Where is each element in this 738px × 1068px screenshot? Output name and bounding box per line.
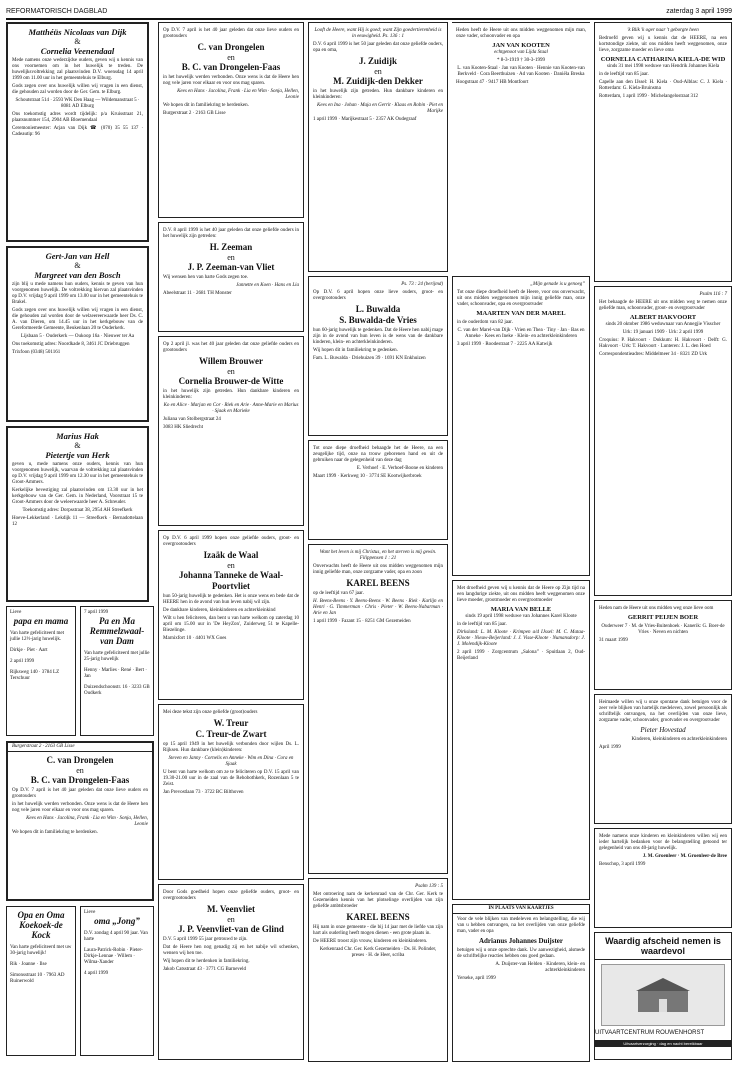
notice-signatures: Kinderen, kleinkinderen en achterkleinkinderen bbox=[631, 737, 727, 742]
notice-signatures: Dirksland: L. M. Kloote · Krimpen a/d IJssel: M. C. Mataa-Kloote · Nieuw-Beijerland: J. J. Visse-Kloote · Numansdorp: J. J. Molendijk-Kloote bbox=[457, 630, 585, 647]
notice-dates: Urk: 19 januari 1909 · Urk: 2 april 1999 bbox=[622, 330, 704, 335]
notice-tail: Wilt u hen feliciteren, dan bent u van harte welkom op zaterdag 10 april om 15.00 uur in 'De HeyZon', Zuiderweg 51 te Kapelle-Biezelinge. bbox=[163, 616, 299, 633]
notice-date: Benschop, 3 april 1999 bbox=[599, 862, 646, 867]
address: Hoogstraat 47 · 9417 HB Montfoort bbox=[456, 80, 529, 85]
contact-line: Trixfoon (0348) 501161 bbox=[12, 350, 61, 355]
name-2: J. P. Zeeman-van Vliet bbox=[187, 262, 275, 272]
notice-date: 4 april 1999 bbox=[84, 971, 109, 976]
address: 1 april 1999 · Marijkestraat 5 · 2357 AK Oudegraaf bbox=[313, 117, 417, 122]
column-3 bbox=[308, 22, 448, 1062]
address: Rijksweg 140 · 3784 LZ Terschuur bbox=[10, 670, 60, 681]
notice-header: 7 april 1999 bbox=[84, 610, 109, 615]
notice-intro: Het behaagde de HEERE uit ons midden weg te nemen onze geliefde man, schoonvader, groot- en overgrootvader bbox=[599, 300, 727, 311]
name-1: J. Zuidijk bbox=[358, 56, 398, 66]
address: 2 april 1999 · Zorgcentrum „Salona” · Spuitlaan 2, Oud-Beijerland bbox=[457, 650, 585, 661]
address: Maart 1999 · Kerkweg 10 · 3774 SE Kootwijkerbroek bbox=[313, 474, 422, 479]
notice-body: in het huwelijk werden verbonden. Onze wens is dat de Heere hen nog vele jaren voor elkaar en voor ons mag sparen. bbox=[163, 75, 299, 86]
funeral-home-advert bbox=[594, 932, 732, 1060]
notice-tail: We hopen dit in familiekring te herdenken. bbox=[163, 103, 249, 108]
anniversary-notice bbox=[158, 336, 304, 526]
name-1: Matthéüs Nicolaas van Dijk bbox=[28, 27, 127, 37]
contact-line: Ceremoniemeester: Arjan van Dijk ☎ (070) 35 55 137 · Cadeautip: 96 bbox=[12, 126, 143, 137]
notice-body: hun 50-jarig huwelijk te gedenken. Het is onze wens en bede dat de HEERE hen in de avond van hun leven nabij wil zijn. bbox=[163, 594, 299, 605]
notice-body: in het huwelijk zijn getreden. Hun dankbare kinderen en kleinkinderen: bbox=[313, 89, 443, 100]
ampersand: en bbox=[227, 53, 235, 62]
address: Lijsbaan 5 · Ouderkerk — Oukoop 16a · Nieuwer ter Aa bbox=[20, 334, 135, 339]
ampersand: & bbox=[74, 261, 81, 270]
notice-body: betuigen wij u onze oprechte dank. Uw aanwezigheid, alsmede de schriftelijke reacties hebben ons goed gedaan. bbox=[457, 948, 585, 959]
name-1: Gert-Jan van Hell bbox=[45, 251, 110, 261]
congrats-notice bbox=[6, 606, 76, 736]
address: Toekomstig adres: Dorpsstraat 38, 2954 AH Streefkerk bbox=[22, 508, 133, 513]
wedding-notice bbox=[6, 426, 149, 602]
address: 3083 HK Sliedrecht bbox=[163, 425, 203, 430]
death-notice bbox=[452, 276, 590, 576]
notice-title: Pa en Ma Remmelzwaal-van Dam bbox=[89, 616, 145, 646]
notice-intro: Voor de vele blijken van medeleven en belangstelling, die wij van u hebben ontvangen, na het overlijden van onze geliefde man, vader en opa bbox=[457, 917, 585, 934]
name-1: Izaäk de Waal bbox=[203, 550, 259, 560]
name-2: Margreet van den Bosch bbox=[34, 270, 121, 280]
scripture-quote: Ps. 73 : 24 (berijmd) bbox=[401, 282, 443, 287]
notice-signatures: De dankbare kinderen, kleinkinderen en achterkleinkind bbox=[163, 608, 276, 613]
scripture-quote: Want het leven is mij Christus, en het sterven is mij gewin. Filippensen 1 : 21 bbox=[319, 550, 437, 561]
notice-signatures: Ko en Alice · Marjan en Cor · Riek en Arie · Anne-Marie en Marius · Sjaak en Marieke bbox=[163, 403, 299, 414]
death-notice bbox=[452, 580, 590, 900]
notice-heading: IN PLAATS VAN KAARTJES bbox=[488, 906, 554, 911]
notice-tail: Juliana van Stolbergstraat 24 bbox=[163, 417, 221, 422]
anniversary-notice bbox=[158, 530, 304, 700]
notice-body: in de leeftijd van 85 jaar. bbox=[599, 72, 649, 77]
name-2: Pietertje van Herk bbox=[45, 450, 110, 460]
notice-body: D.V. zondag 4 april 90 jaar. Van harte bbox=[84, 931, 148, 942]
notice-title: papa en mama bbox=[13, 616, 69, 626]
building-icon bbox=[633, 975, 693, 1015]
notice-signatures: Laura-Patrick-Robin · Pieter-Dirkje-Lennae · Willem · Wilma-Xander bbox=[84, 948, 143, 965]
notice-tail: Ons toekomstig adres wordt tijdelijk: p/a Kruisstraat 21, plaatsnummer 154, 2904 AB Bloemendaal bbox=[12, 112, 143, 123]
ampersand: en bbox=[76, 766, 84, 775]
scripture-quote: 'k Blik 'k oger naar 't geborgte heen bbox=[627, 28, 699, 33]
notice-signatures: J. M. Groenleer · M. Groenleer-de Bree bbox=[642, 854, 727, 859]
address: Burgerstraat 2 · 2163 GB Lisse bbox=[12, 744, 75, 749]
death-notice bbox=[308, 544, 448, 874]
notice-header bbox=[8, 743, 152, 752]
notice-intro: Met ontroering nam de kerkenraad van de Chr. Ger. Kerk te Gezemeiden kennis van het plotselinge overlijden van zijn geliefde ambtsbroeder bbox=[313, 892, 443, 909]
notice-signatures: Kees en Hans · Jacolina, Frank · Lia en Wim · Sonja, Hellen, Leonie bbox=[177, 89, 299, 100]
scripture-quote: Psalm 116 : 7 bbox=[699, 292, 727, 297]
notice-intro: Op 2 april jl. was het 40 jaar geleden dat onze geliefde ouders en grootouders bbox=[163, 342, 299, 353]
death-notice bbox=[594, 22, 732, 282]
deceased-name: Pieter Hovestad bbox=[640, 726, 686, 734]
deceased-name: GERRIT PEIJEN BOER bbox=[627, 614, 699, 621]
notice-date: 2 april 1999 bbox=[10, 659, 35, 664]
scripture-quote: „Mijn genade is u genoeg” bbox=[530, 282, 585, 287]
scripture-quote: Psalm 139 : 5 bbox=[415, 884, 443, 889]
death-notice bbox=[452, 22, 590, 272]
name-1: C. van Drongelen bbox=[46, 755, 114, 765]
deceased-name: KAREL BEENS bbox=[346, 912, 410, 922]
notice-signatures: Capelle aan den IJssel: H. Kiela · Oud-Alblas: C. J. Kiela · Rotterdam: G. Kiela-Bruinsma bbox=[599, 80, 727, 91]
advert-footer: Uitvaartverzorging · dag en nacht bereikbaar bbox=[595, 1040, 731, 1047]
notice-intro: Tot onze diepe droefheid heeft de Heere, voor ons onverwacht, uit ons midden weggenomen mijn innig geliefde man, onze vader, schoonvader, opa en overgrootvader bbox=[457, 290, 585, 307]
deceased-name: ALBERT HAKVOORT bbox=[629, 314, 697, 321]
notice-title: oma „Jong” bbox=[94, 916, 140, 926]
death-notice bbox=[594, 286, 732, 596]
name-2: B. C. van Drongelen-Faas bbox=[30, 775, 130, 785]
masthead bbox=[6, 6, 732, 20]
notice-intro: Door Gods goedheid hopen onze geliefde ouders, groot- en overgrootouders bbox=[163, 890, 299, 901]
masthead-date: zaterdag 3 april 1999 bbox=[666, 8, 732, 15]
masthead-title: REFORMATORISCH DAGBLAD bbox=[6, 8, 108, 15]
notice-intro: Bedroefd geven wij u kennis dat de HEERE, na een kortstondige ziekte, uit ons midden heeft weggenomen, onze lieve, zorgzame moeder en lieve oma bbox=[599, 36, 727, 53]
notice-intro: Heden heeft de Heere uit ons midden weggenomen mijn man, onze vader, schoonvader en opa bbox=[456, 28, 586, 39]
advert-image bbox=[601, 964, 725, 1026]
name-2: M. Zuidijk-den Dekker bbox=[333, 76, 423, 86]
notice-signatures: Croquius: P. Hakvoort · Dokkum: H. Hakvoort · Delft: G. Hakvoort · Urk: T. Hakvoort · Lunteren: J. L. den Hoed bbox=[599, 338, 727, 349]
name-2: Cornelia Brouwer-de Witte bbox=[178, 376, 284, 386]
advert-title: Waardig afscheid nemen is waardevol bbox=[595, 933, 731, 960]
notice-intro: Op D.V. 6 april hopen onze lieve ouders, groot- en overgrootouders bbox=[313, 290, 443, 301]
notice-signatures: Steven en Janny · Cornelis en Anneke · Wim en Dina · Cora en Sjaak bbox=[168, 756, 294, 767]
deceased-name: JAN VAN KOOTEN bbox=[492, 42, 550, 49]
deceased-name: Adrianus Johannes Duijster bbox=[478, 937, 563, 945]
notice-date: 31 maart 1999 bbox=[599, 638, 628, 643]
column-4 bbox=[452, 22, 590, 1062]
memorial-notice bbox=[308, 440, 448, 540]
address: Correspondentieadres: Middelmeer 34 · 8321 ZD Urk bbox=[599, 352, 708, 357]
congrats-notice bbox=[80, 606, 154, 736]
ampersand: en bbox=[374, 67, 382, 76]
notice-signatures: Dirkje · Piet · Aart bbox=[10, 648, 48, 653]
address: Jan Prevostlaan 73 · 3722 BC Bilthoven bbox=[163, 790, 244, 795]
address: Abeelstraat 11 · 2681 TH Monster bbox=[163, 291, 232, 296]
notice-header: Lieve bbox=[84, 910, 96, 915]
notice-header bbox=[453, 905, 589, 914]
anniversary-notice bbox=[158, 704, 304, 880]
anniversary-notice bbox=[158, 22, 304, 218]
address: Schoutstraat 514 · 2593 WK Den Haag — Wildemanstraat 5 · 8081 AD Elburg bbox=[15, 98, 140, 109]
notice-title: Opa en Oma Koekoek-de Kock bbox=[17, 910, 65, 940]
notice-tail: U bent van harte welkom om ze te feliciteren op D.V. 15 april van 19.30-21.00 uur in de zaal van de Rehobothkerk, Rozenlaan 5 te Zeist. bbox=[163, 770, 299, 787]
address: Simonsstraat 10 · 7963 AD Ruinerwold bbox=[10, 973, 65, 984]
notice-intro: Mei deze tekst zijn onze geliefde (groot)ouders bbox=[163, 710, 258, 715]
notice-body-2: Gods zegen over ons huwelijk willen wij vragen in een dienst, die gehouden zal worden door de welzeereerwaarde heer Ds. C. A. van Dieren, om 14.45 uur in het kerkgebouw van de Gereformeerde Gemeente, Beukenlaan 20 te Ouderkerk. bbox=[12, 308, 143, 331]
address: Yerseke, april 1999 bbox=[457, 976, 496, 981]
notice-intro: Op D.V. 6 april 1999 hopen onze geliefde ouders, groot- en overgrootouders bbox=[163, 536, 299, 547]
name-1: M. Veenvliet bbox=[207, 904, 255, 914]
notice-signatures: Rik · Joanne · Ilse bbox=[10, 962, 47, 967]
deceased-name: MAARTEN VAN DER MAREL bbox=[476, 310, 566, 317]
notice-body: in de leeftijd van 85 jaar. bbox=[457, 622, 507, 627]
notice-intro: Op D.V. 7 april is het 40 jaar geleden dat onze lieve ouders en grootouders bbox=[163, 28, 299, 39]
notice-dates: * 8-3-1919 † 30-3-1999 bbox=[497, 58, 545, 63]
notice-tail: We hopen dit in familiekring te herdenken. bbox=[12, 830, 98, 835]
address: Duizendschoonstr. 16 · 3233 GB Oudkerk bbox=[84, 685, 150, 696]
notice-body: Van harte gefeliciteerd met jullie 25-jarig huwelijk bbox=[84, 651, 150, 662]
address: 3 april 1999 · Roodestraat 7 · 2225 AA Katwijk bbox=[457, 342, 553, 347]
address: Fam. L. Buwalda · Driehuizen 39 · 1691 KN Enkhuizen bbox=[313, 356, 426, 361]
newspaper-page bbox=[6, 6, 732, 1062]
notice-body: in het huwelijk zijn getreden. Hun dankbare kinderen en kleinkinderen: bbox=[163, 389, 299, 400]
deceased-name: CORNELIA CATHARINA KIELA-DE WID bbox=[600, 56, 726, 63]
deceased-subtitle: sinds 20 oktober 1986 weduwnaar van Annegjie Visscher bbox=[605, 322, 721, 327]
notice-body: Hij nam in onze gemeente - die bij 14 jaar met de liefde van zijn hart als ouderling heeft mogen dienen - een grote plaats in. bbox=[313, 925, 443, 936]
notice-intro: Onverwachts heeft de Heere uit ons midden weggenomen mijn innig geliefde man, onze zorgzame vader, opa en zoon bbox=[313, 564, 443, 575]
notice-body: Mede namens onze wederzijdse ouders, geven wij u kennis van ons voornemen om in het huwelijk te treden. De huwelijksvoltrekking zal plaatsvinden D.V. woensdag 14 april 1999 om 11.00 uur in het gemeentehuis te Elburg. bbox=[12, 58, 143, 81]
notice-intro: D.V. 6 april 1999 is het 50 jaar geleden dat onze geliefde ouders, opa en oma, bbox=[313, 42, 443, 53]
anniversary-notice bbox=[308, 22, 448, 272]
notice-intro: Tot onze diepe droefheid behaagde het de Heere, na een zeugelijke tijd, onze na trouw geborenen hand en uit de gebruiken naar de gelegenheid van deze dag bbox=[313, 446, 443, 463]
notice-body-2: in het huwelijk werden verbonden. Onze wens is dat de Heere hen nog vele jaren voor elkaar en voor ons mag sparen. bbox=[12, 802, 148, 813]
notice-intro: Heden nam de Heere uit ons midden weg onze lieve oom bbox=[599, 606, 714, 611]
notice-signatures: H. Beens-Beens · Y. Beens-Beens · W. Beens · Riek · Karlijn en Henri · G. Timmerman · Chris · Pieter · W. Beens-Nabarman · Arie en Jan bbox=[313, 599, 443, 616]
name-2: C. Treur-de Zwart bbox=[195, 729, 267, 739]
address: 1 april 1999 · Fazant 15 · 8251 GM Gezemeiden bbox=[313, 619, 411, 624]
address: Kerkenraad Chr. Ger. Kerk Gezemeiden · Ds. H. Polinder, preses · H. de Heer, scriba bbox=[319, 947, 437, 958]
anniversary-notice bbox=[158, 222, 304, 332]
name-2: S. Buwalda-de Vries bbox=[339, 315, 417, 325]
name-1: Willem Brouwer bbox=[199, 356, 263, 366]
congrats-notice bbox=[6, 906, 76, 1056]
name-2: B. C. van Drongelen-Faas bbox=[181, 62, 281, 72]
notice-tail: Hoeve-Lekkerland · Lekdijk 11 — Streefkerk · Bernadottelaan 12 bbox=[12, 516, 143, 527]
notice-body: Wij wensen hen van harte Gods zegen toe. bbox=[163, 275, 249, 280]
wedding-notice bbox=[6, 741, 154, 901]
deceased-subtitle: sinds 31 mei 1998 weduwe van Hendrik Johannes Kiela bbox=[606, 64, 720, 69]
name-2: Cornelia Veenendaal bbox=[40, 46, 115, 56]
notice-signatures: E. Verhoef · E. Verhoef-Boone en kinderen bbox=[356, 466, 443, 471]
deceased-subtitle: echtgenoot van Lijda Staal bbox=[494, 50, 548, 55]
ampersand: & bbox=[74, 37, 81, 46]
address: Rotterdam, 1 april 1999 · Michelangelostraat 312 bbox=[599, 94, 699, 99]
notice-intro: Met droefheid geven wij u kennis dat de Heere op Zijn tijd na een langdurige ziekte, uit ons midden heeft weggenomen onze lieve moeder, grootmoeder en overgrootmoeder bbox=[457, 586, 585, 603]
address: Jakob Catsstraat 43 · 3771 CG Barneveld bbox=[163, 967, 247, 972]
column-2 bbox=[158, 22, 304, 1062]
ampersand: en bbox=[227, 367, 235, 376]
notice-body: Van harte gefeliciteerd met uw 30-jarig huwelijk! bbox=[10, 945, 72, 956]
advert-logo-text: UITVAARTCENTRUM ROUWENHORST bbox=[595, 1030, 705, 1036]
name-1: W. Treur bbox=[213, 718, 249, 728]
notice-body: geven u, mede namens onze ouders, kennis van hun voorgenomen huwelijk, waarvan de voltrekking zal plaatsvinden op D.V. vrijdag 9 april 1999 om 12.30 uur in het gemeentehuis te Groot-Ammers. bbox=[12, 462, 143, 485]
death-notice bbox=[308, 878, 448, 1062]
notice-body: Van harte gefeliciteerd met jullie 12½-jarig huwelijk. bbox=[10, 631, 64, 642]
notice-body: in de ouderdom van 82 jaar. bbox=[457, 320, 513, 325]
notice-signatures: Ouderweer 7 · M. de Vries-Buitenhoek · Kanerik: G. Boer-de Vries · Neven en nichten bbox=[601, 624, 725, 635]
notice-body-2: Kerkelijke bevestiging zal plaatsvinden om 13.30 uur in het kerkgebouw van de Ger. Gem. in Nederland, Voorstraat 15 te Groot-Ammers door de weleerwaarde heer A. Schreuder. bbox=[12, 488, 143, 505]
notice-header: Lieve bbox=[10, 610, 22, 615]
name-1: Marius Hak bbox=[56, 431, 99, 441]
notice-tail: Wij hopen dit te herdenken in familiekring. bbox=[163, 959, 250, 964]
notice-body: D.V. 5 april 1999 55 jaar getrouwd te zijn. bbox=[163, 937, 248, 942]
column-5 bbox=[594, 22, 732, 1062]
notice-signatures: Dat de Heere hen nog genadig zij en het nabije wil schenken, wensen wij hen toe. bbox=[163, 945, 299, 956]
notice-intro: Mede namens onze kinderen en kleinkinderen willen wij een ieder hartelijk bedanken voor de belangstelling getoond ter gelegenheid van ons 40-jarig huwelijk. bbox=[599, 834, 727, 851]
scripture-quote: Looft de Heere, want Hij is goed; want Zijn goedertierenheid is in eeuwigheid. Ps. 136 : 1 bbox=[314, 28, 442, 39]
wedding-notice bbox=[6, 22, 149, 242]
notice-signatures: De HEERE troost zijn vrouw, kinderen en kleinkinderen. bbox=[313, 939, 428, 944]
anniversary-notice bbox=[308, 276, 448, 436]
notice-intro: D.V. 8 april 1999 is het 40 jaar geleden dat onze geliefde ouders in het huwelijk zijn getreden: bbox=[163, 228, 299, 239]
notice-signatures: A. Duijster-van Helden · Kinderen, klein- en achterkleinkinderen bbox=[495, 962, 585, 973]
notice-signatures: L. van Kooten-Staal · Jan van Kooten · Hennie van Kooten-van Berkveld · Cora Beerthuizen · Ad van Kooten · Daniëla Breska bbox=[457, 66, 585, 77]
notice-signatures: Jannette en Koen · Hans en Lia bbox=[236, 283, 299, 288]
notice-body: hun 60-jarig huwelijk te gedenken. Dat de Heere hen nabij mage zijn in de avond van hun leven is de wens van de dankbare kinderen, klein- en achterkleinkinderen. bbox=[313, 328, 443, 345]
anniversary-notice bbox=[158, 884, 304, 1060]
notice-signatures: Henny · Marlies · René · Bert · Jan bbox=[84, 668, 147, 679]
ampersand: en bbox=[227, 915, 235, 924]
name-1: L. Buwalda bbox=[355, 304, 401, 314]
notice-signatures: Wij hopen dit in familiekring te gedenken. bbox=[313, 348, 398, 353]
thank-you-notice bbox=[594, 694, 732, 824]
notice-body: Op D.V. 7 april is het 40 jaar geleden dat onze lieve ouders en grootouders bbox=[12, 788, 148, 799]
address: Marnixfort 10 · 4401 WX Goes bbox=[163, 636, 227, 641]
notice-body: zijn blij u mede namens hun ouders, kennis te geven van hun voorgenomen huwelijk. De voltrekking hiervan zal plaatsvinden op D.V. vrijdag 9 april 1999 om 13.00 uur in het gemeentehuis te Brakel. bbox=[12, 282, 143, 305]
ampersand: en bbox=[227, 561, 235, 570]
notice-body: op 15 april 1949 in het huwelijk verbonden door wijlen Ds. L. Rijksen. Hun dankbare (klein)kinderen: bbox=[163, 742, 299, 753]
ampersand: en bbox=[227, 253, 235, 262]
wedding-notice bbox=[6, 246, 149, 422]
thank-you-notice bbox=[452, 904, 590, 1062]
deceased-subtitle: sinds 19 april 1998 weduwe van Johannes Karel Kloote bbox=[465, 614, 577, 619]
death-notice bbox=[594, 600, 732, 690]
notice-intro: Heimaede willen wij u onze spontane dank betuigen voor de zeer vele blijken van hartelijk medeleven, zowel persoonlijk als schriftelijk ontvangen, na het overlijden van onze lieve, zorgzame vader, schoonvader, grootvader en overgrootvader bbox=[599, 700, 727, 723]
thank-you-notice bbox=[594, 828, 732, 928]
name-2: J. P. Veenvliet-van de Glind bbox=[178, 924, 284, 934]
notice-date: April 1999 bbox=[599, 745, 621, 750]
notice-signatures: Kees en Ina · Johan · Maja en Gerrit · Klaas en Robin · Piet en Marijke bbox=[317, 103, 443, 114]
name-1: H. Zeeman bbox=[209, 242, 253, 252]
name-2: Johanna Tanneke de Waal-Poortvliet bbox=[178, 570, 284, 591]
ampersand: & bbox=[74, 441, 81, 450]
notice-signatures: Kees en Hans · Jacolina, Frank · Lia en Wim · Sonja, Hellen, Leonie bbox=[26, 816, 148, 827]
notice-body: op de leeftijd van 67 jaar. bbox=[313, 591, 364, 596]
address: Burgerstraat 2 · 2163 GB Lisse bbox=[163, 111, 226, 116]
notice-tail: Ons toekomstig adres: Noordkade 8, 3461 JC Driebruggen bbox=[12, 342, 130, 347]
notice-body-2: Gods zegen over ons huwelijk willen wij vragen in een dienst, die gehouden zal worden door de Ger. Gem. te Elburg. bbox=[12, 84, 143, 95]
deceased-name: KAREL BEENS bbox=[346, 578, 410, 588]
name-1: C. van Drongelen bbox=[197, 42, 265, 52]
deceased-name: MARIA VAN BELLE bbox=[490, 606, 552, 613]
congrats-notice bbox=[80, 906, 154, 1056]
notice-signatures: C. van der Marel-van Dijk · Vrien en Thea · Tiny · Jan · Bas en Anneke · Kees en Ineke · Klein- en achterkleinkinderen bbox=[457, 328, 585, 339]
